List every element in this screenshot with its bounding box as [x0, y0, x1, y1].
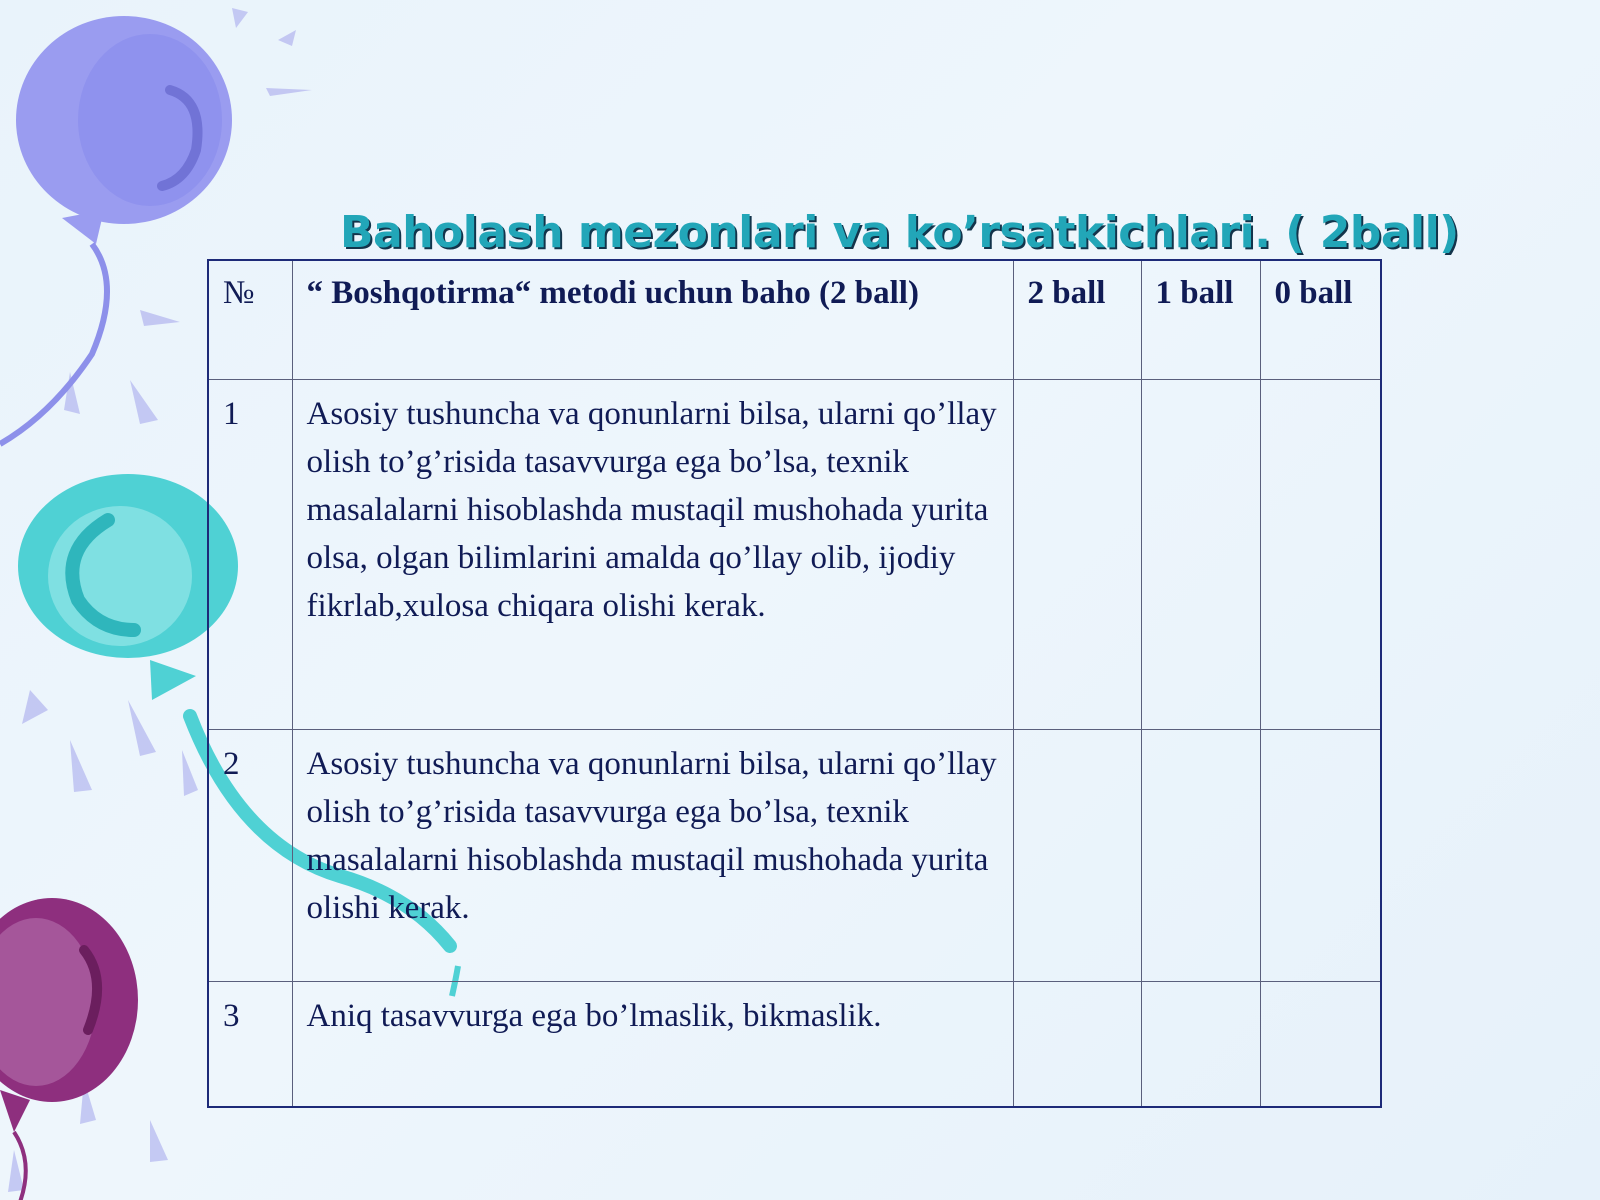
row-criteria-text: Asosiy tushuncha va qonunlarni bilsa, ularni qo’llay olish to’g’risida tasavvurga ega bo’lsa, texnik masalalarni hisoblashda mustaqil mushohada yurita olishi kerak.	[292, 729, 1013, 981]
score-0-cell	[1260, 981, 1381, 1107]
table-header-row	[208, 260, 1381, 380]
table-row	[208, 729, 1381, 981]
row-criteria-text: Aniq tasavvurga ega bo’lmaslik, bikmaslik.	[292, 981, 1013, 1107]
table-row	[208, 981, 1381, 1107]
criteria-table	[207, 259, 1382, 1108]
header-criteria: “ Boshqotirma“ metodi uchun baho (2 ball)	[292, 260, 1013, 380]
score-2-cell	[1013, 729, 1141, 981]
score-1-cell	[1141, 981, 1260, 1107]
score-0-cell	[1260, 380, 1381, 730]
score-0-cell	[1260, 729, 1381, 981]
slide-title: Baholash mezonlari va ko’rsatkichlari. ( 2ball)	[340, 207, 1459, 258]
score-2-cell	[1013, 380, 1141, 730]
balloon-icon	[0, 898, 138, 1200]
row-criteria-text: Asosiy tushuncha va qonunlarni bilsa, ularni qo’llay olish to’g’risida tasavvurga ega bo’lsa, texnik masalalarni hisoblashda mustaqil mushohada yurita olsa, olgan bilimlarini amalda qo’llay olib, ijodiy fikrlab,xulosa chiqara olishi kerak.	[292, 380, 1013, 730]
header-score-0: 0 ball	[1260, 260, 1381, 380]
header-score-2: 2 ball	[1013, 260, 1141, 380]
row-number: 3	[208, 981, 292, 1107]
header-number: №	[208, 260, 292, 380]
balloon-icon	[0, 16, 232, 444]
header-score-1: 1 ball	[1141, 260, 1260, 380]
score-1-cell	[1141, 729, 1260, 981]
row-number: 2	[208, 729, 292, 981]
score-1-cell	[1141, 380, 1260, 730]
row-number: 1	[208, 380, 292, 730]
score-2-cell	[1013, 981, 1141, 1107]
table-row	[208, 380, 1381, 730]
